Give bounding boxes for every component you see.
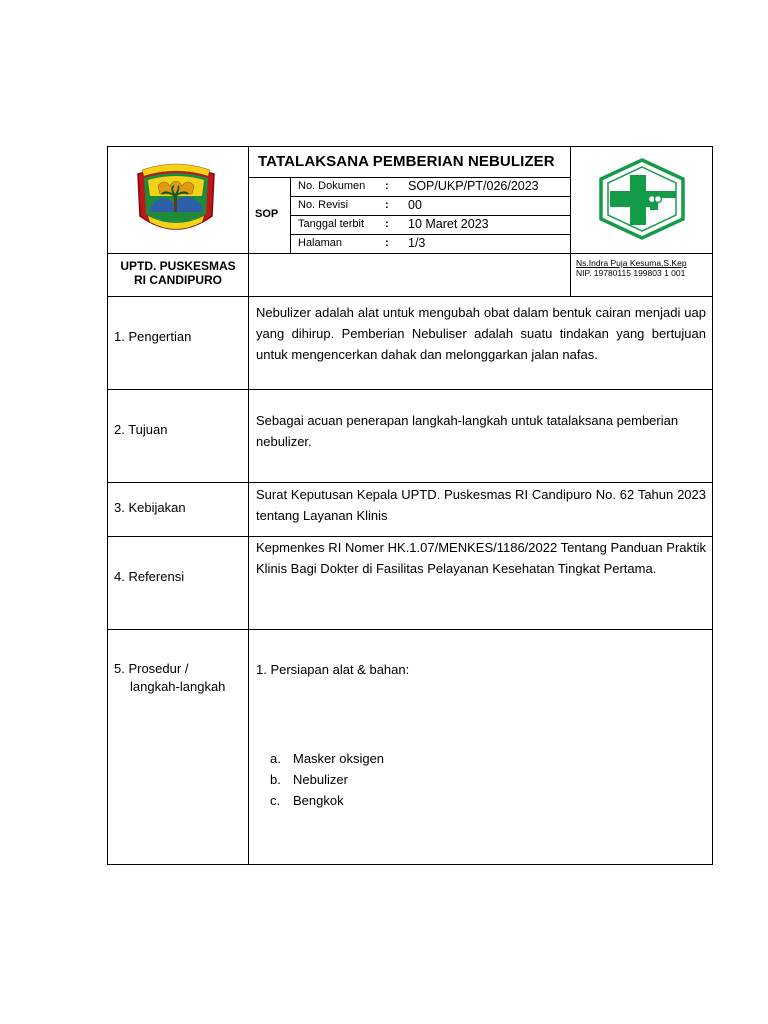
meta-value-issue-date: 10 Maret 2023	[408, 217, 489, 231]
meta-label-revision: No. Revisi	[298, 199, 349, 211]
meta-value-page: 1/3	[408, 236, 426, 250]
organization-name	[108, 259, 248, 287]
logo-column-divider	[570, 146, 571, 296]
meta-colon: :	[385, 237, 389, 249]
section-divider	[107, 629, 713, 630]
signatory-nip: NIP. 19780115 199803 1 001	[576, 268, 686, 278]
section-content-tujuan: Sebagai acuan penerapan langkah-langkah untuk tatalaksana pemberian nebulizer.	[256, 413, 679, 449]
section-label-prosedur	[114, 660, 225, 696]
meta-label-page: Halaman	[298, 237, 343, 249]
meta-label-document-number: No. Dokumen	[298, 180, 366, 192]
prosedur-label-line-1: 5. Prosedur /	[114, 661, 189, 676]
section-label-pengertian: 1. Pengertian	[114, 329, 192, 344]
procedure-item: Bengkok	[293, 793, 344, 808]
section-content-kebijakan: Surat Keputusan Kepala UPTD. Puskesmas RI Candipuro No. 62 Tahun 2023 tentang Layanan Klinis	[256, 487, 706, 523]
meta-row-divider	[290, 196, 570, 197]
section-label-referensi: 4. Referensi	[114, 569, 185, 584]
procedure-item: Masker oksigen	[293, 751, 385, 766]
section-label-kebijakan: 3. Kebijakan	[114, 500, 186, 515]
procedure-item: Nebulizer	[293, 772, 348, 787]
prosedur-label-line-2: langkah-langkah	[130, 679, 226, 694]
meta-value-document-number: SOP/UKP/PT/026/2023	[408, 179, 539, 193]
organization-line-2: RI CANDIPURO	[133, 273, 222, 287]
section-divider	[107, 482, 713, 483]
title-divider	[248, 177, 570, 178]
meta-value-revision: 00	[408, 198, 422, 212]
procedure-item-marker: b.	[270, 772, 281, 787]
header-divider	[107, 253, 713, 254]
signatory-name: Ns.Indra Puja Kesuma,S.Kep	[576, 258, 687, 268]
section-content-pengertian: Nebulizer adalah alat untuk mengubah obat dalam bentuk cairan menjadi uap yang dihirup. Pemberian Nebuliser adalah suatu tindakan yang bertujuan untuk mengencerkan dahak dan melonggarkan jalan nafas.	[256, 305, 706, 362]
meta-row-divider	[290, 234, 570, 235]
regency-logo	[128, 160, 224, 242]
procedure-item-marker: c.	[270, 793, 281, 808]
meta-colon: :	[385, 218, 389, 230]
meta-colon: :	[385, 199, 389, 211]
procedure-item-marker: a.	[270, 751, 281, 766]
sop-label: SOP	[255, 208, 279, 220]
meta-label-issue-date: Tanggal terbit	[298, 218, 365, 230]
section-label-tujuan: 2. Tujuan	[114, 422, 168, 437]
section-content-referensi: Kepmenkes RI Nomer HK.1.07/MENKES/1186/2022 Tentang Panduan Praktik Klinis Bagi Dokter di Fasilitas Pelayanan Kesehatan Tingkat Pertama.	[256, 540, 706, 576]
meta-row-divider	[290, 215, 570, 216]
meta-colon: :	[385, 180, 389, 192]
puskesmas-logo	[596, 157, 688, 241]
organization-line-1: UPTD. PUSKESMAS	[120, 259, 236, 273]
section-divider	[107, 389, 713, 390]
section-divider	[107, 296, 713, 297]
document-title: TATALAKSANA PEMBERIAN NEBULIZER	[258, 153, 555, 170]
procedure-step-1: 1. Persiapan alat & bahan:	[256, 662, 410, 677]
